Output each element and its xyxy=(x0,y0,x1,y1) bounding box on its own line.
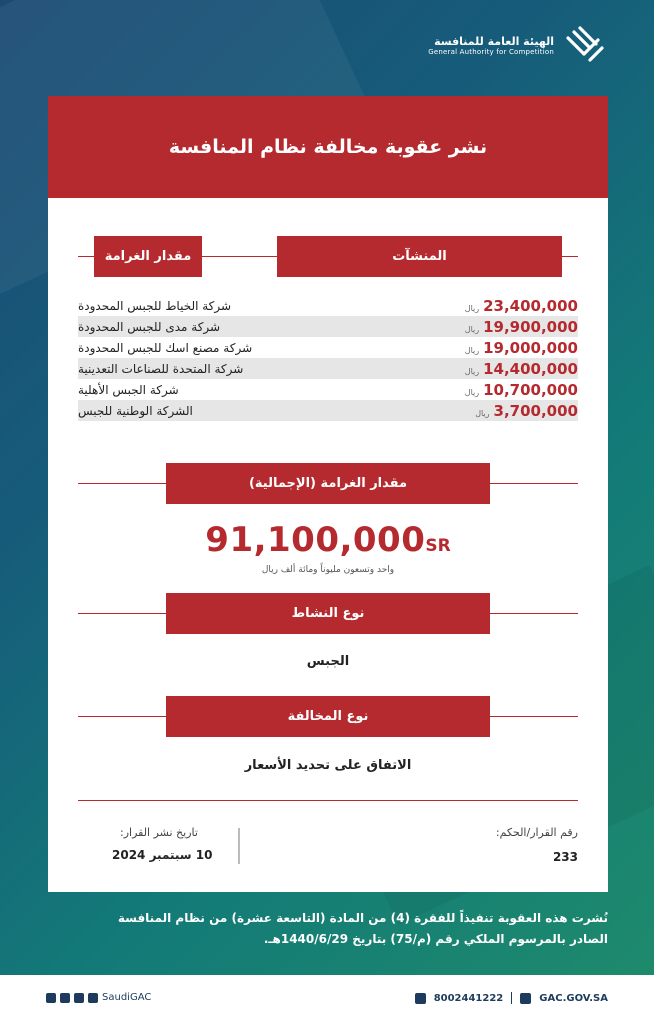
social-handle[interactable]: SaudiGAC xyxy=(102,992,152,1003)
company-name: شركة الجبس الأهلية xyxy=(78,382,179,397)
decision-date-label: تاريخ نشر القرار: xyxy=(120,826,198,839)
activity-header xyxy=(166,593,490,634)
currency-label: ريال xyxy=(464,303,480,313)
gac-logo-icon xyxy=(562,24,604,66)
company-name: شركة الخياط للجبس المحدودة xyxy=(78,298,232,313)
fine-amount: 10,700,000 xyxy=(483,380,578,399)
meta-separator xyxy=(238,828,240,864)
violation-value: الاتفاق على تحديد الأسعار xyxy=(244,758,412,773)
currency-label: ريال xyxy=(464,324,480,334)
instagram-icon[interactable] xyxy=(60,993,70,1003)
company-name: شركة مدى للجبس المحدودة xyxy=(78,319,221,334)
fine-amount: 23,400,000 xyxy=(483,296,578,315)
table-row xyxy=(78,337,578,358)
total-unit: SR xyxy=(425,536,451,556)
currency-label: ريال xyxy=(464,387,480,397)
entities-header-label: المنشآت xyxy=(392,249,447,264)
activity-value: الجبس xyxy=(306,654,350,669)
table-row xyxy=(78,400,578,421)
website-link[interactable]: GAC.GOV.SA xyxy=(539,992,608,1004)
entities-header xyxy=(277,236,562,277)
footnote-line-2: الصادر بالمرسوم الملكي رقم (م/75) بتاريخ 1440/6/29هـ. xyxy=(263,932,608,946)
gac-logo xyxy=(428,24,604,66)
table-row xyxy=(78,295,578,316)
x-icon[interactable] xyxy=(74,993,84,1003)
legal-footnote xyxy=(38,908,608,950)
currency-label: ريال xyxy=(475,408,490,418)
total-in-words: واحد وتسعون مليوناً ومائة ألف ريال xyxy=(261,565,395,575)
company-name: شركة مصنع اسك للجبس المحدودة xyxy=(78,340,253,355)
decision-date-value: 10 سبتمبر 2024 xyxy=(112,848,213,862)
brand-name-en: General Authority for Competition xyxy=(428,47,554,56)
violation-header-label: نوع المخالفة xyxy=(287,709,369,724)
card-header xyxy=(48,96,608,198)
fines-table xyxy=(78,295,578,421)
fine-amount: 19,000,000 xyxy=(483,338,578,357)
brand-name-ar: الهيئة العامة للمنافسة xyxy=(434,34,554,48)
company-name: الشركة الوطنية للجبس xyxy=(78,403,193,418)
activity-header-label: نوع النشاط xyxy=(291,606,365,621)
fine-header xyxy=(94,236,202,277)
total-header xyxy=(166,463,490,504)
fine-amount: 14,400,000 xyxy=(483,359,578,378)
section-divider xyxy=(78,800,578,801)
table-row xyxy=(78,316,578,337)
social-links xyxy=(46,992,151,1003)
phone-icon xyxy=(415,993,426,1004)
table-row xyxy=(78,358,578,379)
footnote-line-1: نُشرت هذه العقوبة تنفيذاً للفقرة (4) من المادة (التاسعة عشرة) من نظام المنافسة xyxy=(117,911,608,925)
penalty-card xyxy=(48,96,608,892)
decision-number-label: رقم القرار/الحكم: xyxy=(495,826,578,839)
currency-label: ريال xyxy=(464,345,480,355)
fine-header-label: مقدار الغرامة xyxy=(104,249,192,264)
total-number: 91,100,000 xyxy=(205,520,426,560)
page-title: نشر عقوبة مخالفة نظام المنافسة xyxy=(168,136,488,158)
globe-icon xyxy=(520,993,531,1004)
total-header-label: مقدار الغرامة (الإجمالية) xyxy=(248,476,408,491)
violation-header xyxy=(166,696,490,737)
table-row xyxy=(78,379,578,400)
contact-separator xyxy=(511,992,512,1004)
fine-amount: 19,900,000 xyxy=(483,317,578,336)
phone-number[interactable]: 8002441222 xyxy=(433,992,504,1004)
fine-amount: 3,700,000 xyxy=(493,401,578,420)
youtube-icon[interactable] xyxy=(88,993,98,1003)
company-name: شركة المتحدة للصناعات التعدينية xyxy=(78,361,244,376)
contact-info xyxy=(415,992,608,1004)
currency-label: ريال xyxy=(464,366,480,376)
linkedin-icon[interactable] xyxy=(46,993,56,1003)
decision-number-value: 233 xyxy=(552,850,578,864)
total-amount xyxy=(48,520,608,560)
